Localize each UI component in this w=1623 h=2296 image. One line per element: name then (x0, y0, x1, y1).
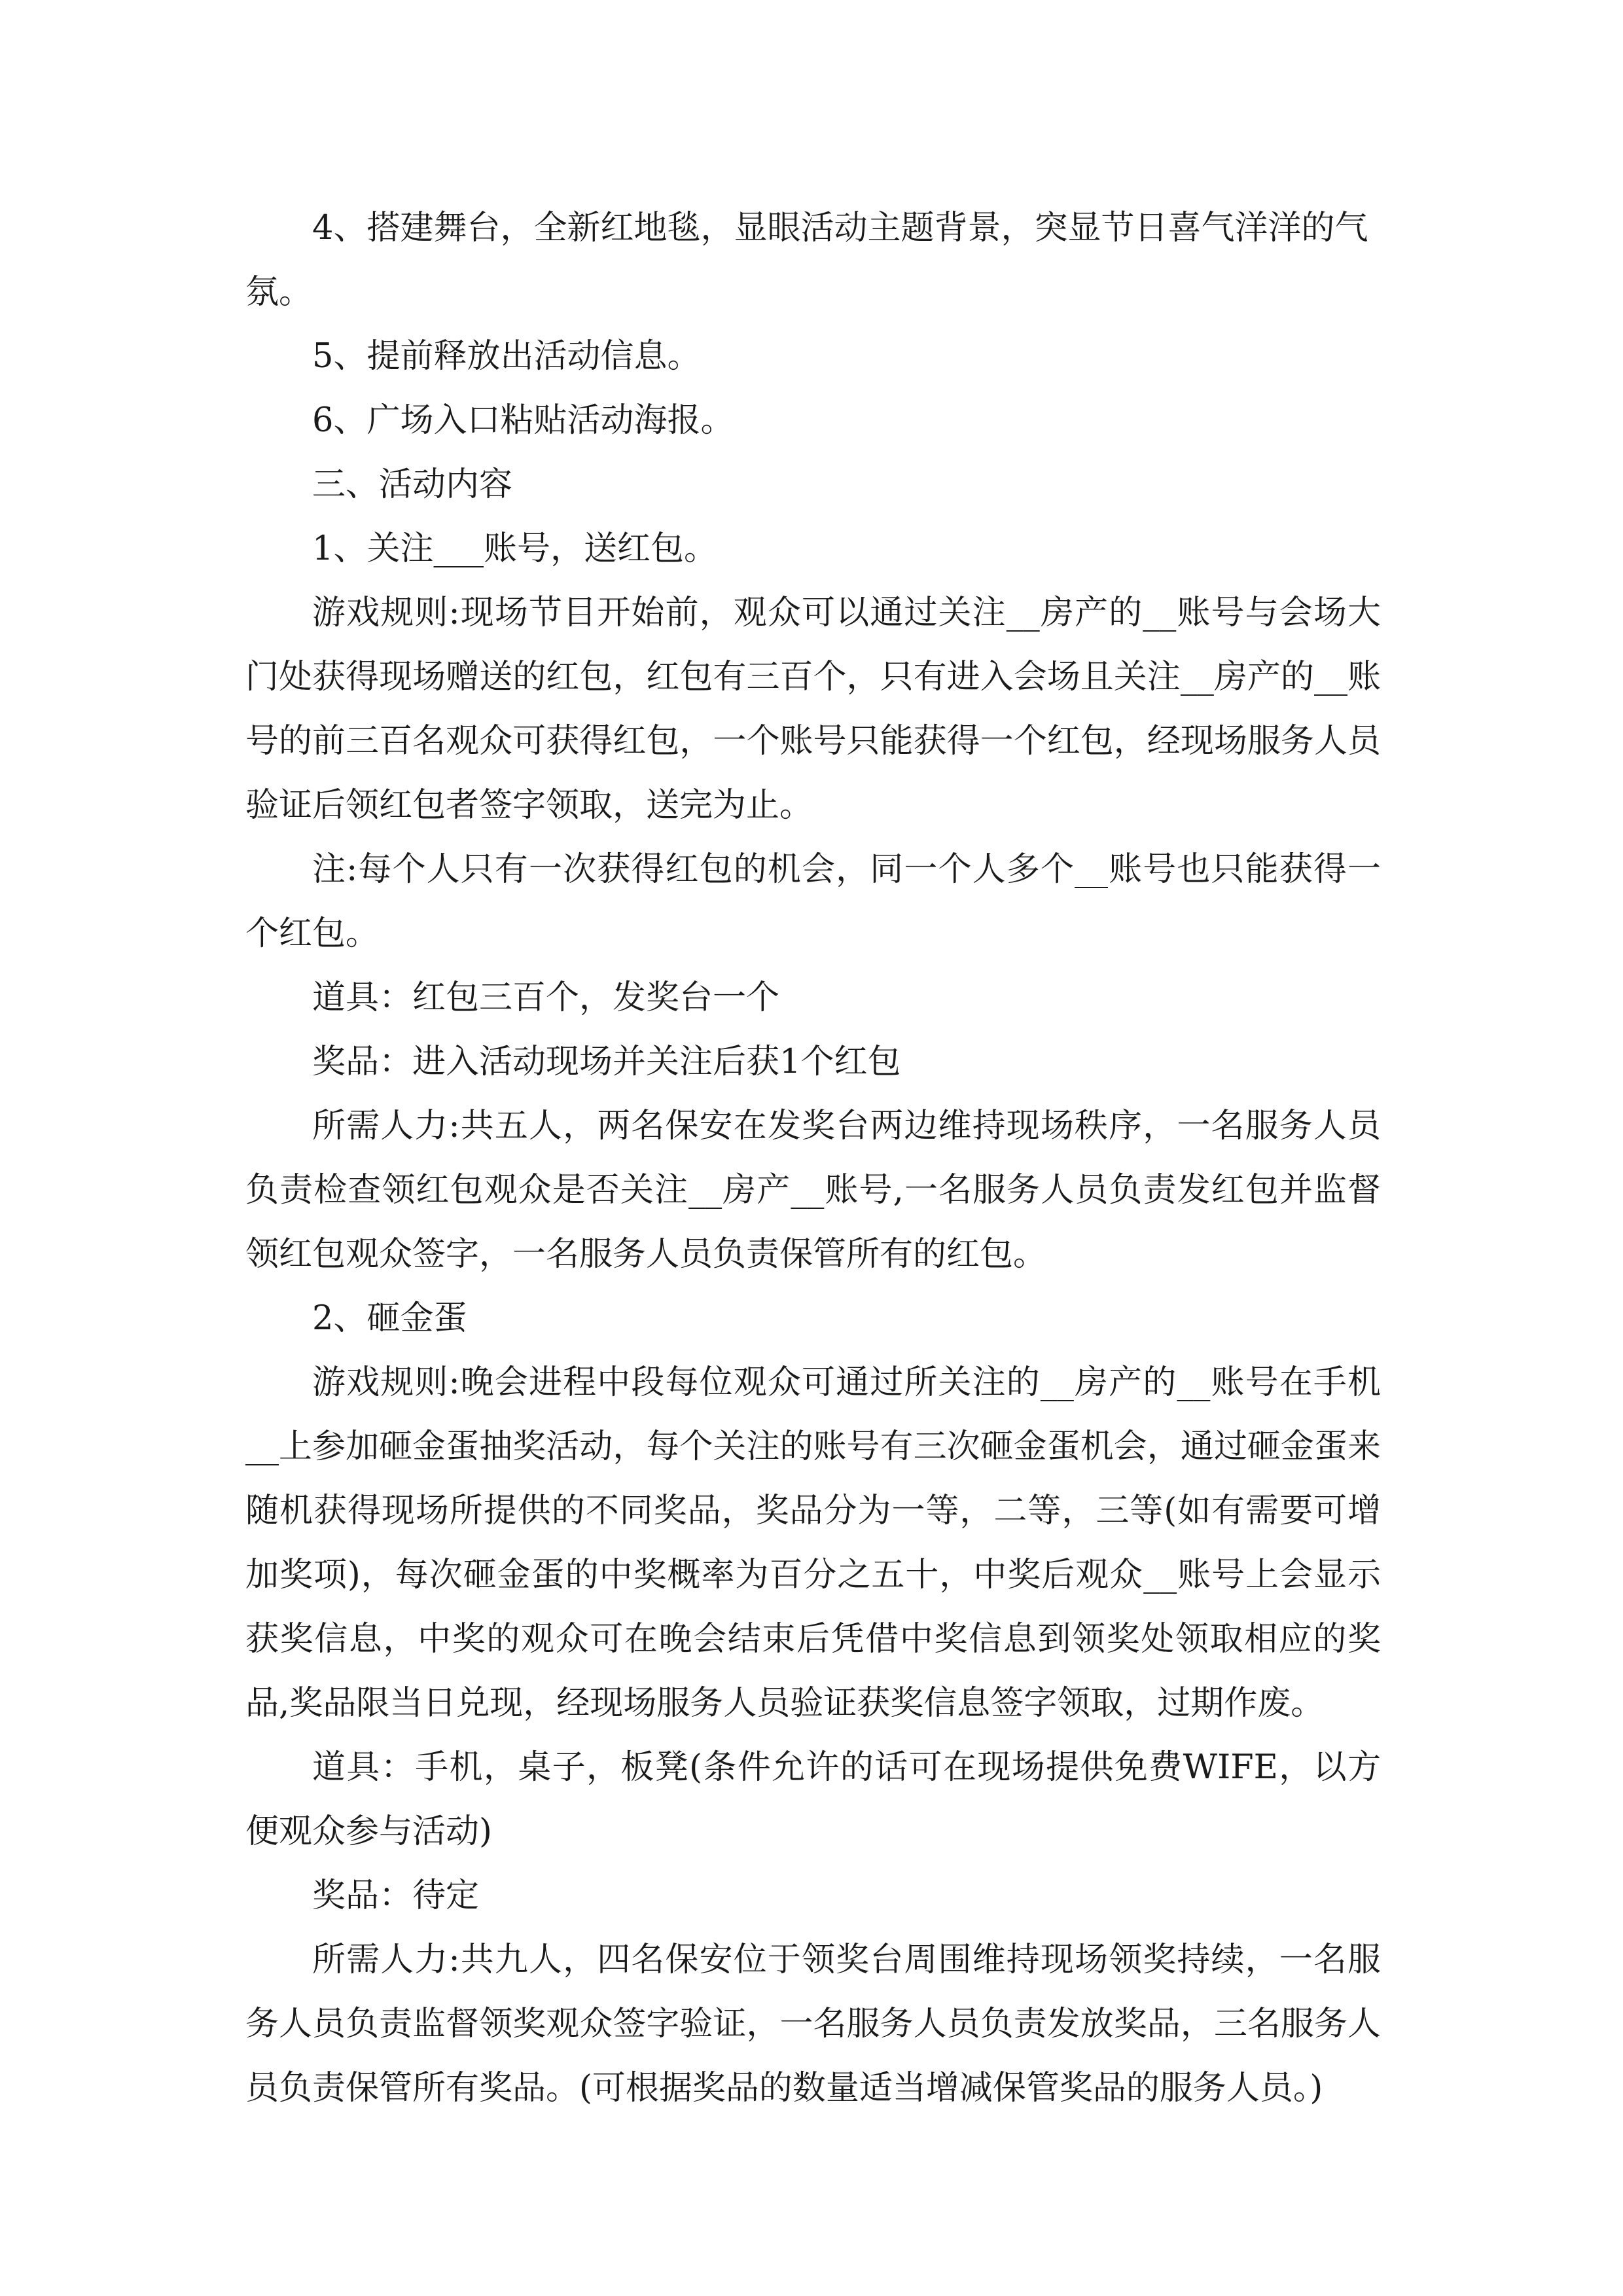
paragraph-golden-egg-props: 道具：手机，桌子，板凳(条件允许的话可在现场提供免费WIFE，以方便观众参与活动) (245, 1748, 1381, 1851)
paragraph-golden-egg-prize: 奖品：待定 (312, 1876, 480, 1915)
document-body (245, 196, 1381, 2121)
paragraph-red-packet-staff: 所需人力:共五人，两名保安在发奖台两边维持现场秩序，一名服务人员负责检查领红包观众是否关注__房产__账号,一名服务人员负责发红包并监督领红包观众签字，一名服务人员负责保管所有的红包。 (245, 1107, 1381, 1274)
paragraph-golden-egg-rules: 游戏规则:晚会进程中段每位观众可通过所关注的__房产的__账号在手机__上参加砸金蛋抽奖活动，每个关注的账号有三次砸金蛋机会，通过砸金蛋来随机获得现场所提供的不同奖品，奖品分为一等，二等，三等(如有需要可增加奖项)，每次砸金蛋的中奖概率为百分之五十，中奖后观众__账号上会显示获奖信息，中奖的观众可在晚会结束后凭借中奖信息到领奖处领取相应的奖品,奖品限当日兑现，经现场服务人员验证获奖信息签字领取，过期作废。 (245, 1363, 1381, 1723)
paragraph-red-packet-prize: 奖品：进入活动现场并关注后获1个红包 (312, 1043, 901, 1081)
section-heading-activity-content: 三、活动内容 (312, 465, 513, 504)
item-heading-golden-egg: 2、砸金蛋 (312, 1299, 467, 1338)
paragraph-red-packet-note: 注:每个人只有一次获得红包的机会，同一个人多个__账号也只能获得一个红包。 (245, 850, 1381, 953)
item-heading-follow-red-packet: 1、关注___账号，送红包。 (312, 529, 717, 568)
paragraph-red-packet-rules: 游戏规则:现场节目开始前，观众可以通过关注__房产的__账号与会场大门处获得现场赠送的红包，红包有三百个，只有进入会场且关注__房产的__账号的前三百名观众可获得红包，一个账号只能获得一个红包，经现场服务人员验证后领红包者签字领取，送完为止。 (245, 594, 1381, 825)
paragraph-stage-setup: 4、搭建舞台，全新红地毯，显眼活动主题背景，突显节日喜气洋洋的气氛。 (245, 209, 1368, 312)
paragraph-release-info: 5、提前释放出活动信息。 (312, 337, 701, 376)
paragraph-posters: 6、广场入口粘贴活动海报。 (312, 401, 734, 440)
paragraph-golden-egg-staff: 所需人力:共九人，四名保安位于领奖台周围维持现场领奖持续，一名服务人员负责监督领奖观众签字验证，一名服务人员负责发放奖品，三名服务人员负责保管所有奖品。(可根据奖品的数量适当增减保管奖品的服务人员。) (245, 1941, 1381, 2108)
paragraph-red-packet-props: 道具：红包三百个，发奖台一个 (312, 978, 780, 1017)
